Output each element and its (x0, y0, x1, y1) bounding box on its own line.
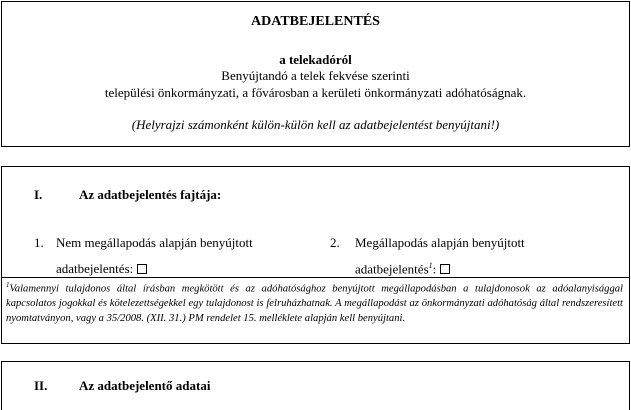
option-2-number: 2. (330, 235, 340, 250)
option-1-checkbox[interactable] (137, 264, 147, 274)
footnote-text: Valamennyi tulajdonos által írásban megkötött és az adóhatósághoz benyújtott megállapodásban a tulajdonosok az adóalanyisággal kapcsolatos jogokkal és kötelezettségekkel egy tulajdonost is felruházhatnak. A megállapodást az önkormányzati adóhatóság által rendszeresített nyomtatványon, vagy a 35/2008. (XII. 31.) PM rendelet 15. melléklete alapján kell benyújtani. (6, 283, 623, 324)
section-2-number: II. (34, 378, 48, 393)
option-1-label-text: adatbejelentés: (56, 261, 134, 276)
option-1-label: Nem megállapodás alapján benyújtott (56, 235, 253, 250)
option-2-label-text: adatbejelentés (355, 261, 429, 277)
option-2-checkbox[interactable] (440, 264, 450, 274)
form-subtitle: a telekadóról (279, 52, 352, 67)
option-2-label: Megállapodás alapján benyújtott (355, 235, 525, 250)
footnote-number: 1 (6, 281, 10, 289)
section-2-title: Az adatbejelentő adatai (79, 378, 211, 393)
option-1-number: 1. (34, 235, 44, 250)
option-1-label-2 (56, 261, 147, 277)
header-line-2: települési önkormányzati, a fővárosban a kerületi önkormányzati adóhatóságnak. (104, 85, 527, 100)
header-note: (Helyrajzi számonként külön-külön kell az adatbejelentést benyújtani!) (131, 117, 500, 132)
form-title: ADATBEJELENTÉS (251, 14, 380, 29)
section-2-box (1, 361, 630, 410)
header-line-1: Benyújtandó a telek fekvése szerinti (221, 68, 410, 83)
footnote-ref: 1 (428, 261, 433, 270)
footnote (6, 278, 623, 326)
section-1-box (1, 166, 630, 344)
header-box (1, 1, 630, 147)
option-2-label-2 (355, 261, 450, 277)
section-1-title: Az adatbejelentés fajtája: (79, 187, 222, 202)
section-1-number: I. (34, 187, 43, 202)
option-2-colon: : (432, 261, 437, 277)
